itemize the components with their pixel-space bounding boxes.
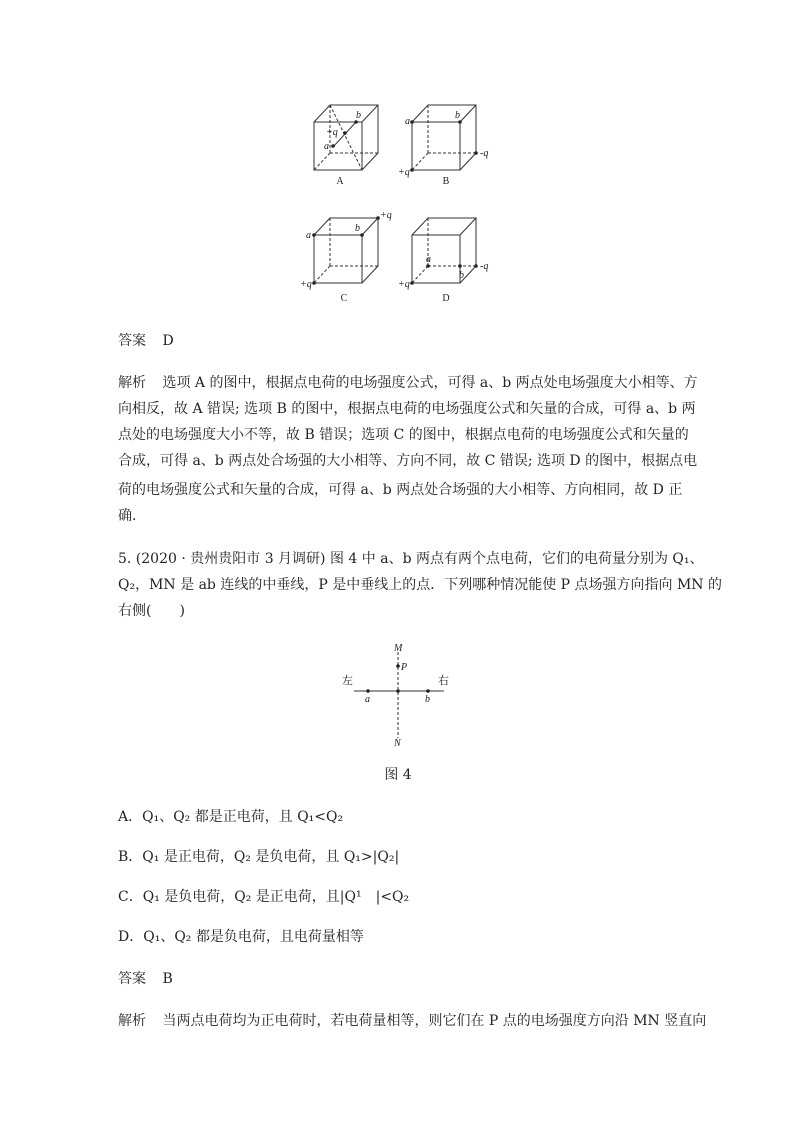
analysis-2-label: 解析 [118,1013,146,1029]
analysis-2 [118,1011,706,1031]
answer-2-label: 答案 [118,971,146,987]
cube-c-caption: C [340,293,348,304]
fig4-label-n: N [394,738,401,748]
cube-d-caption: D [442,293,450,304]
fig4-label-a: a [365,694,370,705]
cube-d-label-pq: +q [398,279,410,290]
cube-a-label-b: b [356,110,361,121]
answer-1-label: 答案 [118,333,146,349]
cube-d-label-a: a [426,254,431,265]
option-d: D．Q₁、Q₂ 都是负电荷，且电荷量相等 [118,929,364,945]
analysis-1-line-6: 确. [118,508,137,524]
option-b: B．Q₁ 是正电荷，Q₂ 是负电荷，且 Q₁>|Q₂| [118,849,400,865]
question-5-line-3: 右侧( ) [118,603,185,619]
analysis-1-line-3: 点处的电场强度大小不等，故 B 错误；选项 C 的图中，根据点电荷的电场强度公式和矢量的 [118,427,689,443]
cube-a-label-q: +q [326,127,338,138]
cube-c-label-a: a [306,230,311,241]
analysis-2-text: 当两点电荷均为正电荷时，若电荷量相等，则它们在 P 点的电场强度方向沿 MN 竖直向 [162,1013,707,1029]
cube-b-caption: B [442,176,450,187]
fig4-label-p: P [401,662,408,673]
option-a: A．Q₁、Q₂ 都是正电荷，且 Q₁<Q₂ [118,809,344,825]
cube-b-label-a: a [405,116,410,127]
cube-b-label-mq: -q [480,148,489,159]
fig4-label-left: 左 [342,674,353,687]
cube-a-label-a: a [324,141,329,152]
cube-c [314,218,378,283]
cube-d [412,218,476,283]
answer-1-value: D [162,333,174,349]
fig4-label-right: 右 [438,674,449,687]
figure-4 [340,638,455,748]
cube-a [314,105,378,170]
answer-2-value: B [162,971,173,987]
option-c: C．Q₁ 是负电荷，Q₂ 是正电荷，且|Q¹ |<Q₂ [118,889,410,905]
answer-2 [118,969,173,989]
analysis-1-line-1: 解析 选项 A 的图中，根据点电荷的电场强度公式，可得 a、b 两点处电场强度大小相等、方 [118,375,698,391]
cube-figures [300,95,500,310]
cube-c-label-b: b [355,223,360,234]
cube-c-label-pq-top: +q [380,210,392,221]
analysis-1-label: 解析 [118,375,146,391]
answer-1 [118,331,174,351]
cube-c-label-pq-bottom: +q [300,279,312,290]
analysis-1-line-5: 荷的电场强度公式和矢量的合成，可得 a、b 两点处合场强的大小相等、方向相同，故 D 正 [118,482,683,498]
question-5-line-1: 5. (2020 · 贵州贵阳市 3 月调研) 图 4 中 a、b 两点有两个点电荷，它们的电荷量分别为 Q₁、 [118,551,704,567]
fig4-label-b: b [425,694,430,705]
cube-b-label-pq: +q [398,167,410,178]
cube-a-caption: A [336,176,344,187]
cube-b-label-b: b [455,110,460,121]
fig4-label-m: M [394,643,403,654]
figure-4-caption: 图 4 [384,767,412,783]
cube-b [412,105,476,170]
cube-d-label-mq: -q [480,261,489,272]
cube-d-label-b: b [459,270,464,281]
analysis-1-line-2: 向相反，故 A 错误; 选项 B 的图中，根据点电荷的电场强度公式和矢量的合成，可得 a、b 两 [118,401,696,417]
analysis-1-line-4: 合成，可得 a、b 两点处合场强的大小相等、方向不同，故 C 错误; 选项 D 的图中，根据点电 [118,453,698,469]
question-5-line-2: Q₂，MN 是 ab 连线的中垂线，P 是中垂线上的点．下列哪种情况能使 P 点场强方向指向 MN 的 [118,577,723,593]
